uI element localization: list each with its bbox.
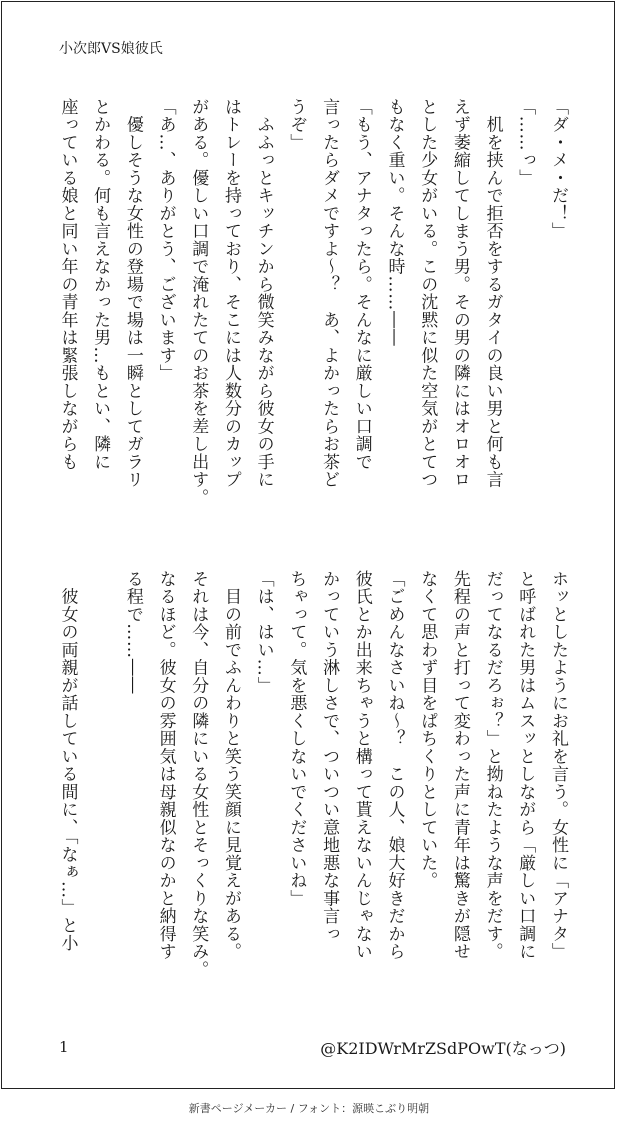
text-column: ふふっとキッチンから微笑みながら彼女の手に [253,98,274,489]
text-column: とかわる。何も言えなかった男…もとい、隣に [90,98,111,471]
text-column: とした少女がいる。この沈黙に似た空気がとてつ [417,98,438,489]
page-number: 1 [59,1038,69,1056]
text-column: えず萎縮してしまう男。その男の隣にはオロオロ [449,98,470,489]
text-column: それは今、自分の隣にいる女性とそっくりな笑み。 [188,570,209,979]
text-column: と呼ばれた男はムスッとしながら「厳しい口調に [515,570,536,961]
text-block-top [51,98,574,528]
text-column: はトレーを持っており、そこには人数分のカップ [220,98,241,489]
text-column: 「ごめんなさいね～？ この人、娘大好きだから [384,570,405,961]
manuscript-page [1,1,615,1089]
text-column: る程で……―― [122,570,143,695]
text-column: なるほど。彼女の雰囲気は母親似なのかと納得す [155,570,176,961]
text-column: なくて思わず目をぱちくりとしていた。 [417,570,438,890]
text-column: 言ったらダメですよ～？ あ、よかったらお茶ど [319,98,340,489]
text-column: だってなるだろぉ？」と拗ねたような声をだす。 [482,570,503,961]
text-column: もなく重い。そんな時……―― [384,98,405,347]
page-title: 小次郎VS娘彼氏 [59,41,163,57]
text-column: 「ダ・メ・だ！」 [548,98,568,240]
text-column: 「あ…、ありがとう、ございます」 [155,98,176,382]
text-column: 彼氏とか出来ちゃうと構って貰えないんじゃない [351,570,372,961]
text-column [83,570,116,990]
text-column: 先程の声と打って変わった声に青年は驚きが隠せ [449,570,470,961]
author-handle: @K2IDWrMrZSdPOwT(なっつ) [320,1039,566,1058]
text-column: 彼女の両親が話している間に、「なぁ…」と小 [57,570,78,952]
text-column: がある。優しい口調で淹れたてのお茶を差し出す。 [188,98,209,507]
text-column: 「もう、アナタったら。そんなに厳しい口調で [351,98,372,471]
text-column: うぞ」 [286,98,307,152]
text-block-bottom [51,570,574,990]
footer-credit: 新書ページメーカー / フォント：源暎こぶり明朝 [188,1102,430,1115]
text-column: かっていう淋しさで、ついつい意地悪な事言っ [319,570,340,943]
text-column: 机を挟んで拒否をするガタイの良い男と何も言 [482,98,503,489]
text-column: 「……っ」 [515,98,536,187]
text-column: 優しそうな女性の登場で場は一瞬としてガラリ [122,98,143,489]
text-column: ちゃって。気を悪くしないでくださいね」 [286,570,307,908]
text-column: 「は、はい…」 [253,570,274,695]
text-column: 目の前でふんわりと笑う笑顔に見覚えがある。 [220,570,241,961]
text-column: 座っている娘と同い年の青年は緊張しながらも [57,98,78,471]
text-column: ホッとしたようにお礼を言う。女性に「アナタ」 [548,570,568,961]
